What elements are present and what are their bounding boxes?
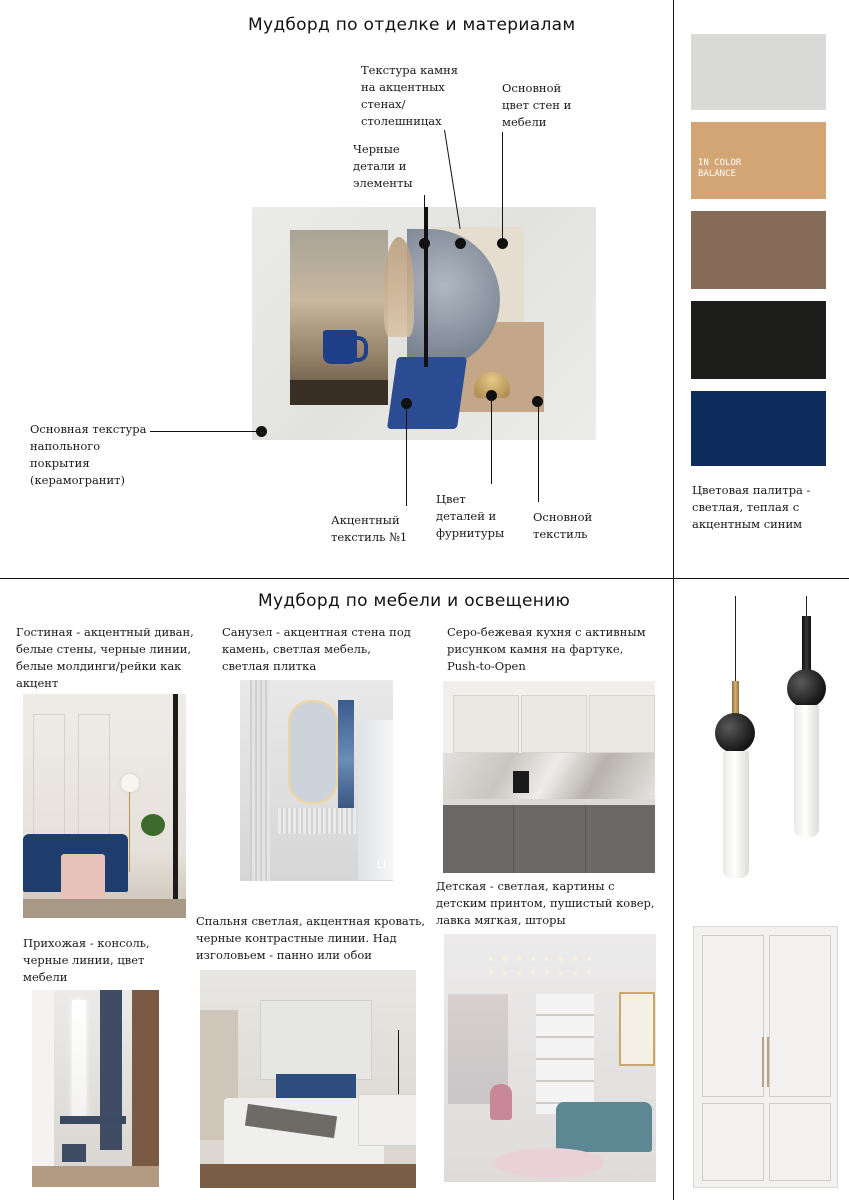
pointer-main-textile-line xyxy=(538,402,539,502)
label-hardware-color: Цвет деталей и фурнитуры xyxy=(436,492,505,540)
label-floor-texture: Основная текстура напольного покрытия (керамогранит) xyxy=(30,422,147,487)
kids-room-photo xyxy=(444,934,656,1182)
label-main-color: Основной цвет стен и мебели xyxy=(502,81,572,129)
frame-divider-horizontal xyxy=(0,578,849,579)
label-accent-textile: Акцентный текстиль №1 xyxy=(331,513,408,544)
caption-kids-room: Детская - светлая, картины с детским принтом, пушистый ковер, лавка мягкая, шторы xyxy=(436,879,655,927)
dried-grass xyxy=(384,237,414,337)
caption-living-room: Гостиная - акцентный диван, белые стены, черные линии, белые молдинги/рейки как акцент xyxy=(16,625,194,690)
kitchen-photo xyxy=(443,681,655,873)
furniture-title: Мудборд по мебели и освещению xyxy=(258,591,571,611)
pointer-black-line xyxy=(424,195,425,243)
pointer-main-color-dot xyxy=(497,238,508,249)
blue-fabric xyxy=(387,357,467,429)
living-room-photo xyxy=(23,694,186,918)
palette-swatch-brown xyxy=(691,211,826,289)
bathroom-logo: LI xyxy=(377,858,387,871)
bedroom-photo xyxy=(200,970,416,1188)
hallway-photo xyxy=(32,990,159,1187)
pointer-floor-line xyxy=(150,431,260,432)
swatch-brand-text: IN COLOR BALANCE xyxy=(698,158,742,179)
pointer-stone-dot xyxy=(455,238,466,249)
palette-caption: Цветовая палитра - светлая, теплая с акцентным синим xyxy=(692,483,811,531)
pointer-accent-textile-line xyxy=(406,404,407,506)
caption-bathroom: Санузел - акцентная стена под камень, светлая мебель, светлая плитка xyxy=(222,625,411,673)
palette-swatch-navy xyxy=(691,391,826,466)
pointer-hardware-line xyxy=(491,396,492,484)
pendant-lamps-image xyxy=(690,593,840,888)
palette-swatch-light-gray xyxy=(691,34,826,110)
frame-divider-vertical xyxy=(673,0,674,1200)
materials-title: Мудборд по отделке и материалам xyxy=(248,15,576,35)
label-main-textile: Основной текстиль xyxy=(533,510,593,541)
caption-kitchen: Серо-бежевая кухня с активным рисунком камня на фартуке, Push-to-Open xyxy=(447,625,646,673)
palette-swatch-sand xyxy=(691,122,826,199)
pointer-main-color-line xyxy=(502,132,503,242)
bathroom-photo xyxy=(240,680,393,881)
label-stone-texture: Текстура камня на акцентных стенах/ столешницах xyxy=(361,63,459,128)
wardrobe-image xyxy=(693,926,838,1188)
palette-swatch-black xyxy=(691,301,826,379)
caption-bedroom: Спальня светлая, акцентная кровать, черные контрастные линии. Над изголовьем - панно или обои xyxy=(196,914,426,962)
pointer-floor-dot xyxy=(256,426,267,437)
label-black-details: Черные детали и элементы xyxy=(353,142,413,190)
mug-photo xyxy=(290,230,388,405)
caption-hallway: Прихожая - консоль, черные линии, цвет мебели xyxy=(23,936,150,984)
pointer-black-dot xyxy=(419,238,430,249)
